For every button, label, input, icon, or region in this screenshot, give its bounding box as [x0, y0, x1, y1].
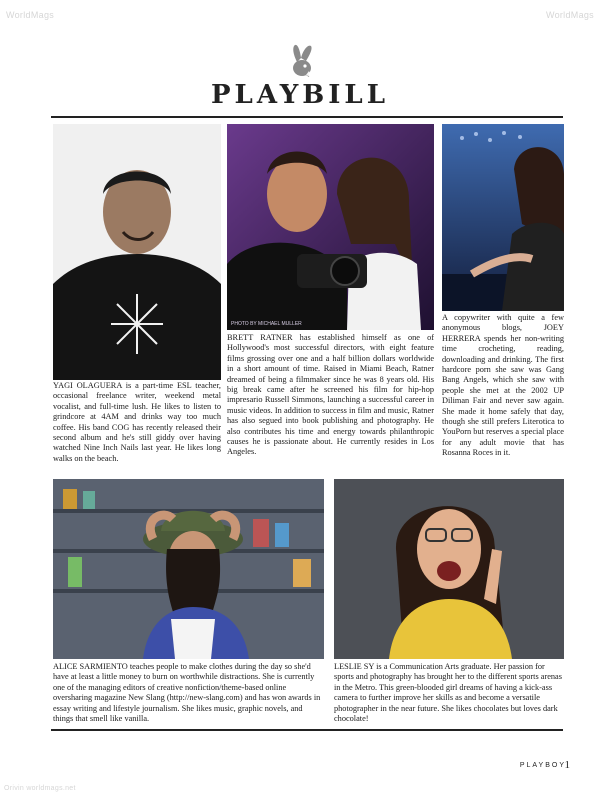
brett-ratner-photo — [227, 124, 434, 330]
header-rule — [51, 116, 563, 118]
bio-leslie-sy: LESLIE SY is a Communication Arts graduate. Her passion for sports and photography has brought her to the different sports arenas in the Metro. This green-blooded girl dreams of having a kick-ass camera to further improve her skills as and become a versatile photographer in the near future. She likes chocolates but loves dark chocolate! — [334, 662, 562, 724]
bio-joey-herrera: A copywriter with quite a few anonymous blogs, JOEY HERRERA spends her non-writing time crocheting, reading, downloading and drinking. The first hardcore porn she saw was Gang Bang Angels, which she saw with people she met at the 2002 UP Diliman Fair and never saw again. She made it home safely that day, though she still prefers Literotica to YouPorn but reserves a special place for any adult movie that has Rosanna Roces in it. — [442, 313, 564, 458]
rabbit-head-icon — [289, 44, 315, 78]
bio-alice-sarmiento: ALICE SARMIENTO teaches people to make clothes during the day so she'd have at least a little money to burn on worthwhile distractions. She is currently one of the managing editors of creative nonfiction/theme-based online oversharing magazine New Slang (http://new-slang.com) and has won awards in essay writing and lifestyle journalism. She likes music, graphic novels, and things that smell like vanilla. — [53, 662, 321, 724]
page-number: 1 — [564, 759, 570, 771]
magazine-name: PLAYBOY — [519, 762, 566, 769]
watermark-top-right: WorldMags — [545, 10, 594, 20]
watermark-top-left: WorldMags — [6, 10, 55, 20]
alice-sarmiento-photo — [53, 479, 324, 659]
bio-yagi-olaguera: YAGI OLAGUERA is a part-time ESL teacher, occasional freelance writer, weekend metal vocalist, and full-time lush. He likes to listen to grindcore at 4AM and drinks way too much coffee. His band COG has recently released their second album and he's still giddy over having watched Nine Inch Nails last year. He likes long walks on the beach. — [53, 381, 221, 463]
photo-credit: PHOTO BY MICHAEL MULLER — [231, 321, 302, 327]
leslie-sy-photo — [334, 479, 564, 659]
footer-rule — [51, 729, 563, 731]
page-title: PLAYBILL — [211, 80, 389, 110]
watermark-bottom-left: Orivin worldmags.net — [4, 785, 76, 792]
yagi-olaguera-photo — [53, 124, 221, 380]
joey-herrera-photo — [442, 124, 564, 311]
bio-brett-ratner: BRETT RATNER has established himself as one of Hollywood's most successful directors, with eight feature films grossing over one and a half billion dollars worldwide in a short amount of time. Raised in Miami Beach, Ratner dreamed of being a filmmaker since he was 8 years old. His big break came after he screened his film for hip-hop impresario Russell Simmons, launching a successful career in music videos. In addition to success in film and music, Ratner has also segued into book publishing and photography. He also contributes his time and energy towards philanthropic causes he is passionate about. He currently resides in Los Angeles. — [227, 333, 434, 457]
